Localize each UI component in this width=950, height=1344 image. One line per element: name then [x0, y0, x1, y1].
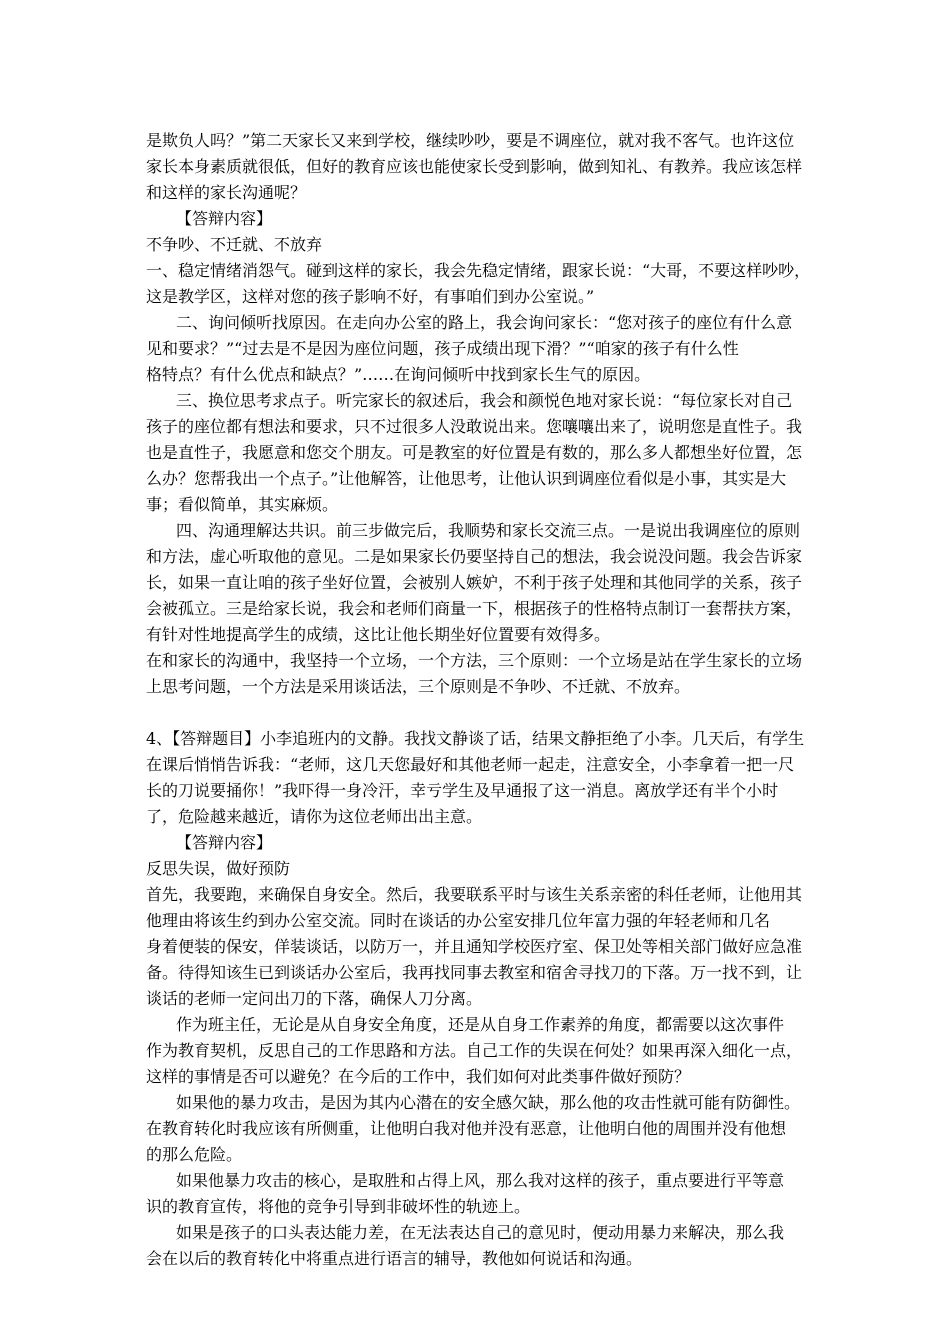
paragraph-line: 长，如果一直让咱的孩子坐好位置，会被别人嫉妒，不利于孩子处理和其他同学的关系，孩子 [146, 573, 803, 592]
paragraph-line: 备。待得知该生已到谈话办公室后，我再找同事去教室和宿舍寻找刀的下落。万一找不到，让 [146, 963, 803, 982]
paragraph-line: 如果他暴力攻击的核心，是取胜和占得上风，那么我对这样的孩子，重点要进行平等意 [176, 1171, 785, 1190]
paragraph-line: 一、稳定情绪消怨气。碰到这样的家长，我会先稳定情绪，跟家长说：“大哥，不要这样吵吵， [146, 261, 811, 280]
paragraph-line: 和方法，虚心听取他的意见。二是如果家长仍要坚持自己的想法，我会说没问题。我会告诉家 [146, 547, 803, 566]
answer-label: 【答辩内容】 [176, 209, 273, 228]
question-line: 长的刀说要捅你！”我吓得一身冷汗，幸亏学生及早通报了这一消息。离放学还有半个小时 [146, 781, 779, 800]
answer-label: 【答辩内容】 [176, 833, 273, 852]
paragraph-line: 在教育转化时我应该有所侧重，让他明白我对他并没有恶意，让他明白他的周围并没有他想 [146, 1119, 787, 1138]
paragraph-line: 作为教育契机，反思自己的工作思路和方法。自己工作的失误在何处？如果再深入细化一点， [146, 1041, 803, 1060]
paragraph-line: 他理由将该生约到办公室交流。同时在谈话的办公室安排几位年富力强的年轻老师和几名 [146, 911, 771, 930]
paragraph-line: 会被孤立。三是给家长说，我会和老师们商量一下，根据孩子的性格特点制订一套帮扶方案， [146, 599, 803, 618]
question-line: 了，危险越来越近，请你为这位老师出出主意。 [146, 807, 483, 826]
paragraph-line: 如果他的暴力攻击，是因为其内心潜在的安全感欠缺，那么他的攻击性就可能有防御性。 [176, 1093, 801, 1112]
paragraph-line: 这样的事情是否可以避免？在今后的工作中，我们如何对此类事件做好预防？ [146, 1067, 691, 1086]
intro-line-2: 家长本身素质就很低，但好的教育应该也能使家长受到影响，做到知礼、有教养。我应该怎样 [146, 157, 803, 176]
paragraph-line: 事；看似简单，其实麻烦。 [146, 495, 339, 514]
answer-title: 反思失误，做好预防 [146, 859, 291, 878]
answer-title: 不争吵、不迁就、不放弃 [146, 235, 323, 254]
paragraph-line: 三、换位思考求点子。听完家长的叙述后，我会和颜悦色地对家长说：“每位家长对自己 [176, 391, 793, 410]
paragraph-line: 这是教学区，这样对您的孩子影响不好，有事咱们到办公室说。” [146, 287, 595, 306]
intro-line-3: 和这样的家长沟通呢？ [146, 183, 307, 202]
paragraph-line: 四、沟通理解达共识。前三步做完后，我顺势和家长交流三点。一是说出我调座位的原则 [176, 521, 801, 540]
question-line: 在课后悄悄告诉我：“老师，这几天您最好和其他老师一起走，注意安全，小李拿着一把一尺 [146, 755, 795, 774]
paragraph-line: 也是直性子，我愿意和您交个朋友。可是教室的好位置是有数的，那么多人都想坐好位置，怎 [146, 443, 803, 462]
question-line: 4、【答辩题目】小李追班内的文静。我找文静谈了话，结果文静拒绝了小李。几天后，有学生 [146, 729, 805, 748]
paragraph-line: 的那么危险。 [146, 1145, 243, 1164]
paragraph-line: 会在以后的教育转化中将重点进行语言的辅导，教他如何说话和沟通。 [146, 1249, 643, 1268]
paragraph-line: 见和要求？”“过去是不是因为座位问题，孩子成绩出现下滑？”“咱家的孩子有什么性 [146, 339, 739, 358]
paragraph-line: 作为班主任，无论是从自身安全角度，还是从自身工作素养的角度，都需要以这次事件 [176, 1015, 785, 1034]
conclusion-line: 在和家长的沟通中，我坚持一个立场，一个方法，三个原则：一个立场是站在学生家长的立场 [146, 651, 803, 670]
paragraph-line: 谈话的老师一定问出刀的下落，确保人刀分离。 [146, 989, 483, 1008]
paragraph-line: 么办？您帮我出一个点子。”让他解答，让他思考，让他认识到调座位看似是小事，其实是大 [146, 469, 787, 488]
paragraph-line: 二、询问倾听找原因。在走向办公室的路上，我会询问家长：“您对孩子的座位有什么意 [176, 313, 793, 332]
paragraph-line: 有针对性地提高学生的成绩，这比让他长期坐好位置要有效得多。 [146, 625, 611, 644]
intro-line-1: 是欺负人吗？”第二天家长又来到学校，继续吵吵，要是不调座位，就对我不客气。也许这位 [146, 131, 795, 150]
paragraph-line: 格特点？有什么优点和缺点？”……在询问倾听中找到家长生气的原因。 [146, 365, 651, 384]
paragraph-line: 首先，我要跑，来确保自身安全。然后，我要联系平时与该生关系亲密的科任老师，让他用其 [146, 885, 803, 904]
paragraph-line: 如果是孩子的口头表达能力差，在无法表达自己的意见时，便动用暴力来解决，那么我 [176, 1223, 785, 1242]
paragraph-line: 孩子的座位都有想法和要求，只不过很多人没敢说出来。您嚷嚷出来了，说明您是直性子。我 [146, 417, 803, 436]
conclusion-line: 上思考问题，一个方法是采用谈话法，三个原则是不争吵、不迁就、不放弃。 [146, 677, 691, 696]
paragraph-line: 识的教育宣传，将他的竞争引导到非破坏性的轨迹上。 [146, 1197, 531, 1216]
paragraph-line: 身着便装的保安，佯装谈话，以防万一，并且通知学校医疗室、保卫处等相关部门做好应急准 [146, 937, 803, 956]
